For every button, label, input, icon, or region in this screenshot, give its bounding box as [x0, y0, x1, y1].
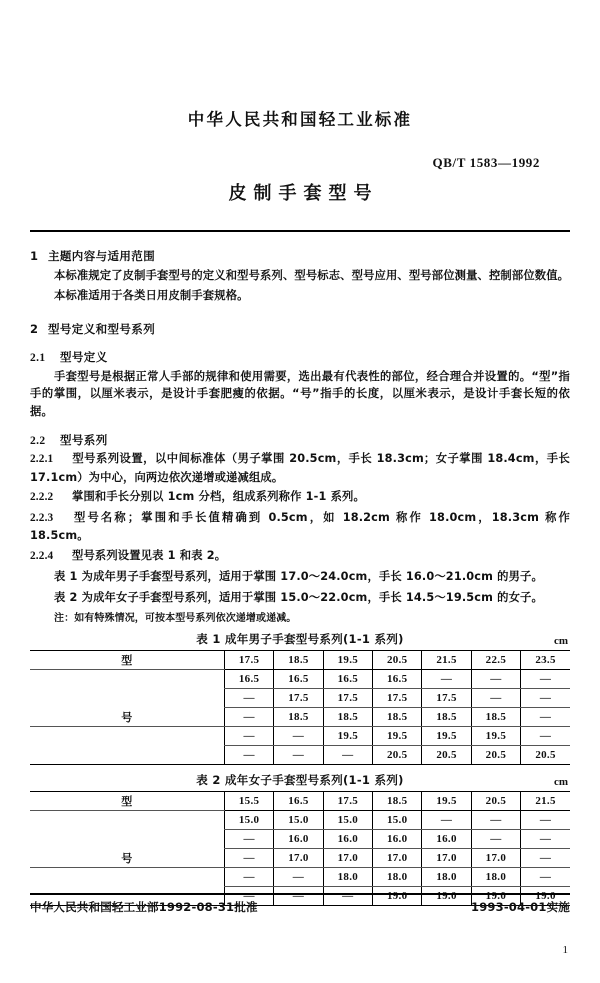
table-cell: 20.5: [422, 746, 471, 765]
table-cell: —: [224, 689, 273, 708]
section-1-paragraph-2: 本标准适用于各类日用皮制手套规格。: [54, 289, 249, 302]
table-2-description: 表 2 为成年女子手套型号系列，适用于掌围 15.0～22.0cm，手长 14.5～19.5cm 的女子。: [54, 590, 543, 604]
table-2-unit: cm: [553, 776, 568, 788]
table-cell: 15.0: [323, 811, 372, 830]
table-cell: —: [521, 868, 570, 887]
table-header-cell: 15.5: [224, 792, 273, 811]
table-cell: —: [422, 670, 471, 689]
table-cell: —: [224, 746, 273, 765]
table-cell: —: [521, 689, 570, 708]
table-header-cell: 18.5: [274, 651, 323, 670]
table-cell: —: [521, 830, 570, 849]
table-2-caption-row: [30, 772, 570, 788]
table-cell: 18.0: [323, 868, 372, 887]
table-cell: —: [521, 727, 570, 746]
table-header-cell: 17.5: [323, 792, 372, 811]
table-row: [30, 746, 570, 765]
row-label-spacer: [30, 830, 224, 849]
standard-organization: 中华人民共和国轻工业标准: [187, 110, 413, 129]
section-2-1-number: 2.1: [30, 351, 46, 364]
table-row: [30, 868, 570, 887]
table-cell: 19.5: [422, 727, 471, 746]
row-label-spacer: [30, 746, 224, 765]
section-2-title: 型号定义和型号系列: [48, 321, 156, 336]
table-cell: 19.0: [422, 887, 471, 906]
approval-statement: 中华人民共和国轻工业部1992-08-31批准: [30, 900, 258, 914]
section-2-number: 2: [30, 321, 39, 336]
section-1-paragraph-1: 本标准规定了皮制手套型号的定义和型号系列、型号标志、型号应用、型号部位测量、控制部位数值。: [54, 268, 570, 282]
table-cell: 15.0: [373, 811, 422, 830]
table-cell: —: [224, 849, 273, 868]
table-cell: 19.5: [471, 727, 520, 746]
clause-2-2-4-index: 2.2.4: [30, 549, 54, 562]
row-label-spacer: [30, 727, 224, 746]
table-cell: —: [274, 746, 323, 765]
table-1: [30, 651, 570, 764]
table-cell: —: [323, 746, 372, 765]
row-label-spacer: [30, 868, 224, 887]
table-cell: 17.5: [422, 689, 471, 708]
clause-2-2-2-index: 2.2.2: [30, 491, 54, 503]
table-cell: —: [224, 727, 273, 746]
section-2-2-heading: [30, 432, 570, 448]
table-cell: 19.5: [323, 727, 372, 746]
table-cell: —: [471, 670, 520, 689]
table-cell: 20.5: [471, 746, 520, 765]
table-cell: 18.0: [373, 868, 422, 887]
table-cell: 17.0: [323, 849, 372, 868]
row-label-spacer: [30, 689, 224, 708]
table-cell: 20.5: [521, 746, 570, 765]
table-row: [30, 670, 570, 689]
table-1-unit: cm: [553, 635, 568, 647]
page-number: 1: [562, 944, 568, 956]
table-1-block: [30, 631, 570, 765]
table-cell: 16.5: [323, 670, 372, 689]
table-cell: 17.0: [373, 849, 422, 868]
table-cell: 18.0: [471, 868, 520, 887]
table-cell: 18.5: [422, 708, 471, 727]
table-cell: 18.0: [422, 868, 471, 887]
row-label-type: 型: [30, 792, 224, 811]
table-cell: 18.5: [373, 708, 422, 727]
table-row: [30, 727, 570, 746]
section-1-title: 主题内容与适用范围: [48, 248, 156, 263]
table-header-row: [30, 651, 570, 670]
table-header-cell: 20.5: [373, 651, 422, 670]
table-cell: 18.5: [471, 708, 520, 727]
section-2-2-title: 型号系列: [60, 433, 108, 447]
table-row: [30, 830, 570, 849]
standard-number: QB/T 1583—1992: [432, 154, 540, 170]
clause-2-2-2: [30, 488, 570, 507]
section-2-1-paragraph: 手套型号是根据正常人手部的规律和使用需要，选出最有代表性的部位，经合理合并设置的。“型”指手的掌围，以厘米表示，是设计手套肥瘦的依据。“号”指手的长度，以厘米表示，是设计手套长短的依据。: [30, 369, 570, 418]
table-cell: 18.5: [274, 708, 323, 727]
clause-2-2-1-text: 型号系列设置，以中间标准体（男子掌围 20.5cm，手长 18.3cm；女子掌围 18.4cm，手长 17.1cm）为中心，向两边依次递增或递减组成。: [30, 452, 570, 484]
table-1-description: 表 1 为成年男子手套型号系列，适用于掌围 17.0～24.0cm，手长 16.0～21.0cm 的男子。: [54, 570, 543, 583]
table-cell: 17.5: [323, 689, 372, 708]
table-header-row: [30, 792, 570, 811]
table-cell: 16.0: [373, 830, 422, 849]
table-cell: —: [224, 887, 273, 906]
footer-divider: [30, 893, 570, 895]
effective-date: 1993-04-01实施: [471, 900, 570, 914]
section-2-heading: [30, 321, 570, 337]
table-header-cell: 18.5: [373, 792, 422, 811]
section-1-heading: [30, 248, 570, 264]
row-label-spacer: [30, 811, 224, 830]
table-cell: 15.0: [274, 811, 323, 830]
section-2-1-heading: [30, 349, 570, 365]
row-label-size: 号: [30, 708, 224, 727]
table-1-caption: 表 1 成年男子手套型号系列(1-1 系列): [196, 632, 404, 646]
table-header-cell: 19.5: [422, 792, 471, 811]
table-cell: —: [471, 811, 520, 830]
table-row: [30, 811, 570, 830]
table-cell: 17.0: [471, 849, 520, 868]
table-cell: 17.0: [422, 849, 471, 868]
table-header-cell: 19.5: [323, 651, 372, 670]
table-cell: 16.5: [274, 670, 323, 689]
table-cell: —: [521, 849, 570, 868]
table-cell: —: [521, 811, 570, 830]
table-header-cell: 21.5: [521, 792, 570, 811]
table-header-cell: 23.5: [521, 651, 570, 670]
section-1-number: 1: [30, 248, 39, 263]
table-cell: 16.0: [422, 830, 471, 849]
table-cell: —: [274, 727, 323, 746]
table-row: [30, 708, 570, 727]
table-cell: 17.5: [274, 689, 323, 708]
table-row: [30, 849, 570, 868]
table-cell: —: [323, 887, 372, 906]
clause-2-2-2-text: 掌围和手长分别以 1cm 分档，组成系列称作 1-1 系列。: [72, 490, 365, 503]
table-cell: 16.0: [274, 830, 323, 849]
table-cell: 16.5: [373, 670, 422, 689]
table-cell: 19.5: [373, 727, 422, 746]
table-cell: —: [274, 868, 323, 887]
table-cell: —: [224, 708, 273, 727]
table-header-cell: 16.5: [274, 792, 323, 811]
table-header-cell: 17.5: [224, 651, 273, 670]
table-cell: 19.0: [521, 887, 570, 906]
table-cell: —: [422, 811, 471, 830]
table-cell: 16.5: [224, 670, 273, 689]
table-header-cell: 20.5: [471, 792, 520, 811]
section-2-2-number: 2.2: [30, 435, 46, 447]
table-cell: 20.5: [373, 746, 422, 765]
clause-2-2-1-index: 2.2.1: [30, 453, 54, 465]
table-cell: —: [224, 868, 273, 887]
table-cell: 19.0: [471, 887, 520, 906]
table-cell: 19.0: [373, 887, 422, 906]
page-title: 皮制手套型号: [228, 182, 379, 204]
title-divider: [30, 230, 570, 232]
table-cell: —: [521, 670, 570, 689]
row-label-spacer: [30, 670, 224, 689]
row-label-size: 号: [30, 849, 224, 868]
table-cell: —: [521, 708, 570, 727]
table-cell: 17.5: [373, 689, 422, 708]
clause-2-2-3-index: 2.2.3: [30, 511, 54, 524]
row-label-type: 型: [30, 651, 224, 670]
clause-2-2-4-text: 型号系列设置见表 1 和表 2。: [72, 548, 227, 562]
table-cell: 17.0: [274, 849, 323, 868]
section-2-1-title: 型号定义: [60, 349, 108, 364]
clause-2-2-3-text: 型号名称；掌围和手长值精确到 0.5cm，如 18.2cm 称作 18.0cm，18.3cm 称作 18.5cm。: [30, 510, 570, 542]
table-cell: 15.0: [224, 811, 273, 830]
table-cell: 18.5: [323, 708, 372, 727]
table-cell: —: [274, 887, 323, 906]
table-cell: 16.0: [323, 830, 372, 849]
table-cell: —: [224, 830, 273, 849]
table-2-block: [30, 772, 570, 906]
table-cell: —: [471, 689, 520, 708]
footer: [30, 899, 570, 915]
table-cell: —: [471, 830, 520, 849]
clause-2-2-1: [30, 450, 570, 486]
table-2-caption: 表 2 成年女子手套型号系列(1-1 系列): [196, 773, 404, 787]
table-header-cell: 21.5: [422, 651, 471, 670]
table-1-caption-row: [30, 631, 570, 647]
clause-2-2-4: [30, 547, 570, 566]
table-header-cell: 22.5: [471, 651, 520, 670]
table-2: [30, 792, 570, 905]
table-1-bottom-rule: [30, 764, 570, 765]
clause-2-2-3: [30, 509, 570, 545]
table-row: [30, 689, 570, 708]
series-note: 注：如有特殊情况，可按本型号系列依次递增或递减。: [54, 613, 297, 624]
